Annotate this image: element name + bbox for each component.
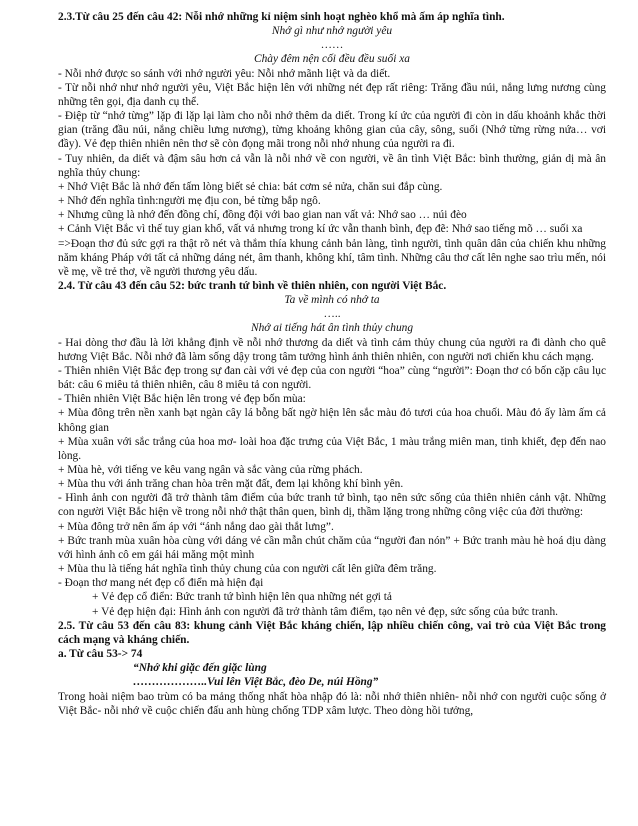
section-2-3-heading: 2.3.Từ câu 25 đến câu 42: Nỗi nhớ những kỉ niệm sinh hoạt nghèo khổ mà ấm áp nghĩa tình. <box>58 11 505 23</box>
paragraph: + Mùa xuân với sắc trắng của hoa mơ- loài hoa đặc trưng của Việt Bắc, 1 màu trắng miên man, tinh khiết, đẹp đến nao lòng. <box>58 435 606 462</box>
subsection-heading: a. Từ câu 53-> 74 <box>58 648 143 661</box>
paragraph: + Nhớ Việt Bắc là nhớ đến tấm lòng biết sẻ chia: bát cơm sẻ nửa, chăn sui đắp cùng. <box>58 180 443 193</box>
paragraph: - Nỗi nhớ được so sánh với nhớ người yêu: Nỗi nhớ mãnh liệt và da diết. <box>58 67 391 80</box>
verse-line: ………………..Vui lên Việt Bắc, đèo De, núi Hồng” <box>133 676 379 689</box>
indented-paragraph: + Vẻ đẹp cổ điển: Bức tranh tứ bình hiện lên qua những nét gợi tả <box>92 591 392 604</box>
paragraph: + Nhưng cũng là nhớ đến đồng chí, đồng đội với bao gian nan vất vả: Nhớ sao … núi đèo <box>58 209 467 222</box>
verse-ellipsis: …… <box>320 39 344 52</box>
paragraph: + Nhớ đến nghĩa tình:người mẹ địu con, bẻ từng bắp ngô. <box>58 195 321 208</box>
verse-line: Nhớ gì như nhớ người yêu <box>271 25 393 38</box>
section-2-5-heading: 2.5. Từ câu 53 đến câu 83: khung cảnh Việt Bắc kháng chiến, lập nhiều chiến công, vai trò của Việt Bắc trong cách mạng và kháng chiến. <box>58 619 606 646</box>
paragraph: + Mùa thu là tiếng hát nghĩa tình thủy chung của con người cất lên giữa đêm trăng. <box>58 563 437 576</box>
verse-line: Chày đêm nện cối đều đều suối xa <box>254 53 410 66</box>
verse-line: Nhớ ai tiếng hát ân tình thủy chung <box>250 322 414 335</box>
verse-ellipsis: ….. <box>323 308 341 321</box>
paragraph: Trong hoài niệm bao trùm có ba mảng thống nhất hòa nhập đó là: nỗi nhớ thiên nhiên- nỗi nhớ con người cuộc sống ở Việt Bắc- nỗi nhớ về cuộc chiến đấu anh hùng chống TDP xâm lược. Theo dòng hồi tưởng, <box>58 690 606 717</box>
paragraph: - Hai dòng thơ đầu là lời khẳng định về nỗi nhớ thương da diết và tình cảm thủy chung của người ra đi dành cho quê hương Việt Bắc. Nỗi nhớ đã làm sống dậy trong tâm tưởng hình ảnh thiên nhiên, con người nơi chiến khu cách mạng. <box>58 336 606 363</box>
paragraph: + Cảnh Việt Bắc vì thế tuy gian khổ, vất vả nhưng trong kí ức vẫn thanh bình, đẹp đẽ: Nhớ sao tiếng mõ … suối xa <box>58 223 583 236</box>
paragraph: + Bức tranh mùa xuân hòa cùng với dáng vẻ cần mẫn chút chăm của “người đan nón” + Bức tranh màu hè hoá dịu dàng với hình ảnh cô em gái hái măng một mình <box>58 534 606 561</box>
paragraph: - Điệp từ “nhớ từng” lặp đi lặp lại làm cho nỗi nhớ thêm da diết. Trong kí ức của người đi còn in dấu khoảnh khắc thời gian (trăng đầu núi, nắng chiều lưng nương), từng khoảng không gian của cây, sông, suối (Nhớ từng rừng nứa… vơi đầy). Vẻ đẹp thiên nhiên nên thơ sẽ còn đọng mãi trong nỗi nhớ nhung của người ra đi. <box>58 110 606 151</box>
verse-line: “Nhớ khi giặc đến giặc lùng <box>133 662 267 675</box>
section-2-4-heading: 2.4. Từ câu 43 đến câu 52: bức tranh tứ bình về thiên nhiên, con người Việt Bắc. <box>58 279 447 292</box>
paragraph: + Mùa hè, với tiếng ve kêu vang ngân và sắc vàng của rừng phách. <box>58 464 363 476</box>
paragraph: - Thiên nhiên Việt Bắc hiện lên trong vẻ đẹp bốn mùa: <box>58 393 306 406</box>
paragraph: + Mùa đông trên nền xanh bạt ngàn cây lá bỗng bất ngờ hiện lên sắc màu đỏ tươi của hoa chuối. Màu đỏ ấy làm ấm cả không gian <box>58 407 606 434</box>
paragraph: - Hình ảnh con người đã trở thành tâm điểm của bức tranh tứ bình, tạo nên sức sống của thiên nhiên cảnh vật. Những con người Việt Bắc hiện về trong nỗi nhớ thật thân quen, bình dị, thầm lặng trong những công việc của đời thường: <box>58 492 606 519</box>
paragraph: =>Đoạn thơ đủ sức gợi ra thật rõ nét và thắm thía khung cảnh bản làng, tình người, tình quân dân của chiến khu những năm kháng Pháp với tất cả những dáng nét, âm thanh, không khí, tâm tình. Những câu thơ cất lên nghe sao trìu mến, nói về mẹ, về trẻ thơ, về người thương yêu dấu. <box>58 237 606 278</box>
paragraph: + Mùa thu với ánh trăng chan hòa trên mặt đất, đem lại không khí bình yên. <box>58 478 404 491</box>
paragraph: - Tuy nhiên, da diết và đậm sâu hơn cả vẫn là nỗi nhớ về con người, về ân tình Việt Bắc: bình thường, giản dị mà ân nghĩa thủy chung: <box>58 152 606 179</box>
paragraph: - Đoạn thơ mang nét đẹp cổ điển mà hiện đại <box>58 577 264 590</box>
verse-line: Ta về mình có nhớ ta <box>284 294 380 307</box>
paragraph: - Thiên nhiên Việt Bắc đẹp trong sự đan cài với vẻ đẹp của con người “hoa” cùng “người”: Đoạn thơ có bốn cặp câu lục bát: câu 6 miêu tả thiên nhiên, câu 8 miêu tả con người. <box>58 364 606 392</box>
paragraph: + Mùa đông trở nên ấm áp với “ánh nắng dao gài thắt lưng”. <box>58 520 334 533</box>
paragraph: - Từ nỗi nhớ như nhớ người yêu, Việt Bắc hiện lên với những nét đẹp rất riêng: Trăng đầu núi, nắng lưng nương cùng những tên gọi, địa danh cụ thể. <box>58 81 606 108</box>
document-page <box>58 10 606 718</box>
indented-paragraph: + Vẻ đẹp hiện đại: Hình ảnh con người đã trở thành tâm điểm, tạo nên vẻ đẹp, sức sống của bức tranh. <box>92 605 559 618</box>
